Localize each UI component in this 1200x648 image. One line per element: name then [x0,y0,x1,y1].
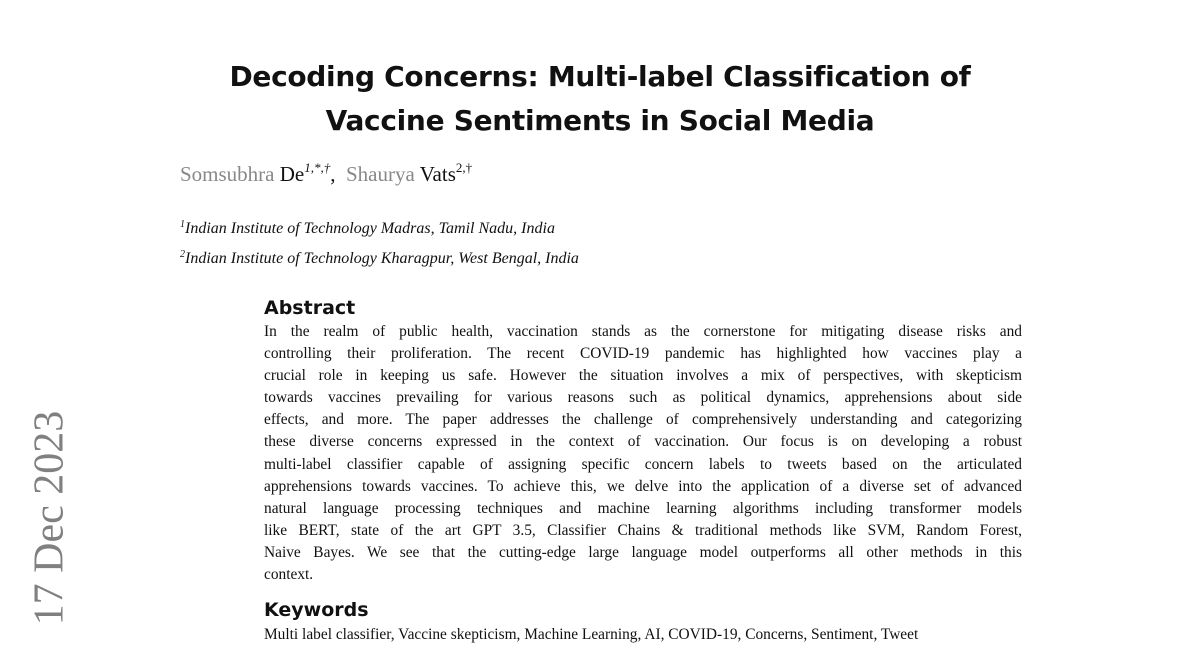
abstract-line: controlling their proliferation. The recent COVID-19 pandemic has highlighted how vaccines play a [264,345,1022,363]
title-line-1: Decoding Concerns: Multi-label Classification of [229,60,971,93]
title-line-2: Vaccine Sentiments in Social Media [325,104,875,137]
paper-title [150,55,1050,143]
keywords-text: Multi label classifier, Vaccine skepticism, Machine Learning, AI, COVID-19, Concerns, Sentiment, Tweet [264,626,919,643]
abstract-line: these diverse concerns expressed in the context of vaccination. Our focus is on developing a robust [264,433,1022,451]
arxiv-side-date [27,410,71,625]
affiliation-1-text: Indian Institute of Technology Madras, Tamil Nadu, India [185,220,555,237]
author-1-marks: 1,*,† [304,160,331,175]
author-2-family-name: Vats [419,162,456,186]
affiliation-2-text: Indian Institute of Technology Kharagpur, West Bengal, India [185,250,579,267]
abstract-line: multi-label classifier capable of assigning specific concern labels to tweets based on the articulated [264,455,1022,473]
affiliation-1-number: 1 [180,219,185,230]
keywords-heading: Keywords [264,599,369,621]
author-1-given-name: Somsubhra [180,162,275,186]
abstract-line: In the realm of public health, vaccination stands as the cornerstone for mitigating disease risks and [264,323,1022,340]
author-1-family-name: De [279,162,305,186]
author-list [180,160,472,187]
abstract-line: Naive Bayes. We see that the cutting-edge large language model outperforms all other methods in this [264,543,1022,561]
abstract-line: like BERT, state of the art GPT 3.5, Classifier Chains & traditional methods like SVM, Random Forest, [264,521,1022,539]
abstract-line: towards vaccines prevailing for various reasons such as political dynamics, apprehensions about side [264,389,1022,407]
author-2-given-name: Shaurya [346,162,415,186]
abstract-line: effects, and more. The paper addresses the challenge of comprehensively understanding and categorizing [264,411,1022,429]
abstract-line: crucial role in keeping us safe. However the situation involves a mix of perspectives, with skepticism [264,367,1022,385]
abstract-heading: Abstract [264,297,356,319]
affiliation-1 [180,212,579,242]
affiliation-2-number: 2 [180,249,185,260]
abstract-text [264,321,1022,586]
author-separator: , [330,162,336,186]
affiliation-2 [180,242,579,272]
abstract-line: apprehensions towards vaccines. To achieve this, we delve into the application of a diverse set of advanced [264,477,1022,495]
abstract-line: context. [264,566,314,584]
author-2-marks: 2,† [455,160,473,175]
abstract-line: natural language processing techniques and machine learning algorithms including transformer models [264,499,1022,517]
side-date-text: 17 Dec 2023 [26,410,72,625]
affiliation-list [180,212,579,272]
